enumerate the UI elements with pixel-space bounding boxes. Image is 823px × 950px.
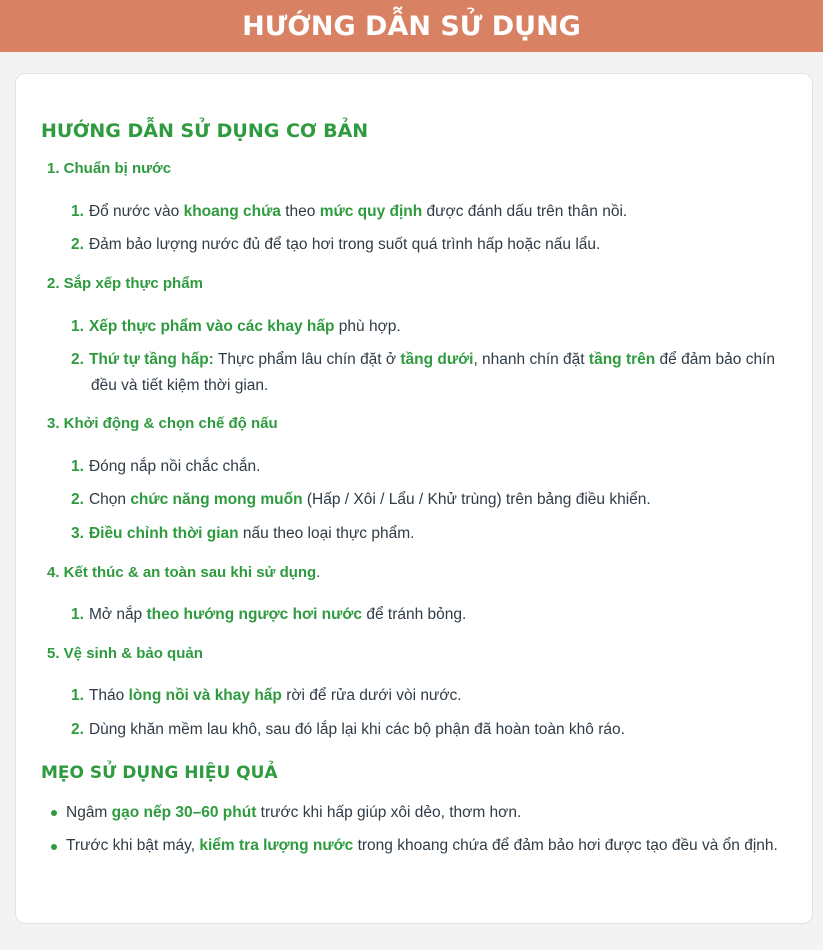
- item-number: 1.: [71, 318, 84, 335]
- item-number: 2.: [71, 721, 84, 738]
- page-banner: [0, 0, 823, 52]
- bullet-icon: [51, 810, 57, 816]
- list-item: 1. Mở nắp theo hướng ngược hơi nước để tránh bỏng.: [71, 606, 467, 623]
- tip-item: Ngâm gạo nếp 30–60 phút trước khi hấp giúp xôi dẻo, thơm hơn.: [66, 804, 522, 821]
- list-item: 2. Dùng khăn mềm lau khô, sau đó lắp lại khi các bộ phận đã hoàn toàn khô ráo.: [71, 721, 625, 738]
- section-title-2: 2. Sắp xếp thực phẩm: [47, 275, 203, 292]
- guide-card: [15, 73, 813, 924]
- guide-heading: HƯỚNG DẪN SỬ DỤNG CƠ BẢN: [41, 120, 369, 142]
- bullet-icon: [51, 844, 57, 850]
- list-item: 2. Chọn chức năng mong muốn (Hấp / Xôi / Lẩu / Khử trùng) trên bảng điều khiển.: [71, 491, 651, 508]
- list-item: 2. Thứ tự tầng hấp: Thực phẩm lâu chín đặt ở tầng dưới, nhanh chín đặt tầng trên để đảm bảo chín đều và tiết kiệm thời gian.: [71, 351, 776, 394]
- list-item: 1. Đóng nắp nồi chắc chắn.: [71, 458, 261, 475]
- item-number: 2.: [71, 351, 84, 368]
- item-number: 2.: [71, 491, 84, 508]
- tip-item: Trước khi bật máy, kiểm tra lượng nước trong khoang chứa để đảm bảo hơi được tạo đều và ổn định.: [66, 837, 778, 854]
- list-item: 1. Đổ nước vào khoang chứa theo mức quy định được đánh dấu trên thân nồi.: [71, 203, 628, 220]
- section-title-3: 3. Khởi động & chọn chế độ nấu: [47, 415, 278, 432]
- section-title-4: 4. Kết thúc & an toàn sau khi sử dụng.: [47, 564, 321, 581]
- item-number: 1.: [71, 606, 84, 623]
- banner-title: HƯỚNG DẪN SỬ DỤNG: [242, 10, 581, 42]
- list-item: 1. Xếp thực phẩm vào các khay hấp phù hợp.: [71, 318, 401, 335]
- item-number: 1.: [71, 203, 84, 220]
- section-title-1: 1. Chuẩn bị nước: [47, 160, 172, 177]
- list-item: 3. Điều chỉnh thời gian nấu theo loại thực phẩm.: [71, 525, 415, 542]
- list-item: 1. Tháo lòng nồi và khay hấp rời để rửa dưới vòi nước.: [71, 687, 462, 704]
- item-number: 1.: [71, 458, 84, 475]
- tips-heading: MẸO SỬ DỤNG HIỆU QUẢ: [41, 763, 278, 783]
- item-number: 1.: [71, 687, 84, 704]
- item-number: 3.: [71, 525, 84, 542]
- list-item: 2. Đảm bảo lượng nước đủ để tạo hơi trong suốt quá trình hấp hoặc nấu lẩu.: [71, 236, 601, 253]
- item-number: 2.: [71, 236, 84, 253]
- section-title-5: 5. Vệ sinh & bảo quản: [47, 645, 203, 662]
